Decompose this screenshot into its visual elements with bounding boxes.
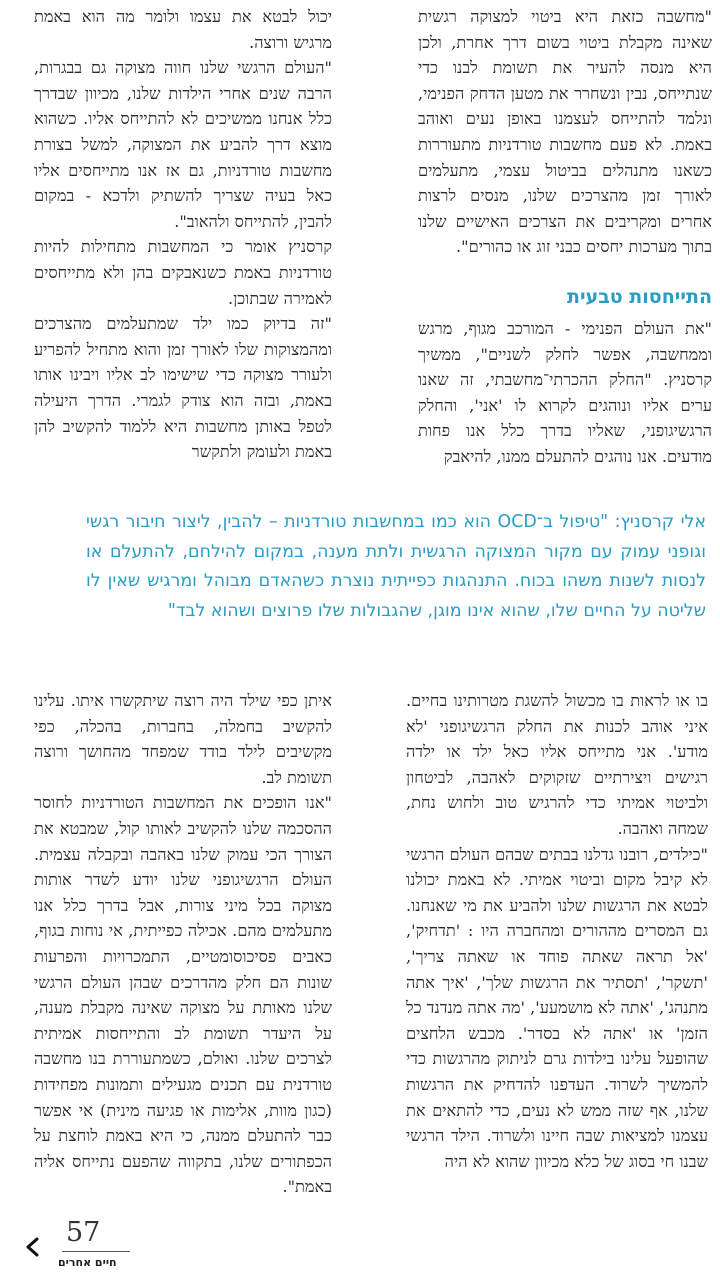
magazine-logo: חיים אחרים — [58, 1256, 117, 1269]
paragraph: "אנו הופכים את המחשבות הטורדניות לחוסר ההסכמה שלנו להקשיב לאותו קול, שמבטא את הצורך הכי עמוק שלנו באהבה ובקבלה עצמית. העולם הרגשיגופני שלנו יודע לשדר אותות מצוקה בכל מיני צורות, אבל בדרך כלל אנו מתעלמים מהם. אכילה כפייתית, אי נוחות בגוף, כאבים פסיכוסומטיים, התמכרויות והפרעות שונות הם חלק מהדרכים שבהן העולם הרגשי שלנו מאותת על מצוקה שאינה מקבלת מענה, על היעדר תשומת לב והתייחסות אמיתית לצרכים שלנו. ואולם, כשמתעוררת בנו מחשבה טורדנית עם תכנים מגעילים ותמונות מפחידות (כגון מוות, אלימות או פגיעה מינית) אי אפשר כבר להתעלם ממנה, כי היא באמת לוחצת על הכפתורים שלנו, בתקווה שהפעם נתייחס אליה באמת". — [34, 793, 332, 1197]
paragraph: בו או לראות בו מכשול להשגת מטרותינו בחיים. איני אוהב לכנות את החלק הרגשיגופני 'לא מודע'. אני מתייחס אליו כאל ילד או ילדה רגישים ויצירתיים שזקוקים לאהבה, לביטחון ולביטוי אמיתי כדי להרגיש טוב ולחוש נחת, שמחה ואהבה. — [406, 691, 708, 838]
article-column-left-bottom — [34, 688, 332, 1200]
divider — [62, 1251, 130, 1252]
chevron-left-icon[interactable] — [22, 1236, 44, 1258]
pull-quote: אלי קרסניץ: "טיפול ב־OCD הוא כמו במחשבות טורדניות – להבין, ליצור חיבור רגשי וגופני עמוק עם מקור המצוקה הרגשית ולתת מענה, במקום להילחם, להתעלם או לנסות לשנות משהו בכוח. התנהגות כפייתית נוצרת כשהאדם מבוהל ומרגיש שאין לו שליטה על החיים שלו, שהוא אינו מוגן, שהגבולות שלו פרוצים ושהוא לבד" — [86, 512, 706, 621]
paragraph: "כילדים, רובנו גדלנו בבתים שבהם העולם הרגשי לא קיבל מקום וביטוי אמיתי. לא באמת יכולנו לבטא את הרגשות שלנו ולהביע את מי שאנחנו. גם המסרים מההורים ומהחברה היו : 'תדחיק', 'אל תראה שאתה פוחד או שאתה צריך', 'תשקר', 'תסתיר את הרגשות שלך', 'איך אתה מתנהג', 'אתה לא מושמעע', 'מה אתה מנדנד כל הזמן' או 'אתה לא בסדר'. מכבש הלחצים שהופעל עלינו בילדות גרם לניתוק מהרגשות כדי להמשיך לשרוד. העדפנו להדחיק את הרגשות שלנו, אף שזה ממש לא נעים, כדי להתאים את עצמנו למציאות שבה חיינו ולשרוד. הילד הרגשי שבנו חי בסוג של כלא מכיוון שהוא לא היה — [406, 844, 708, 1171]
paragraph: "זה בדיוק כמו ילד שמתעלמים מהצרכים ומהמצוקות שלו לאורך זמן והוא מתחיל להפריע ולעורר מצוקה כדי שישימו לב אליו ויבינו אותו באמת, ובזה הוא צודק לגמרי. הדרך היעילה לטפל באותן מחשבות היא ללמוד להקשיב להן באמת ולעומק ולתקשר — [34, 314, 332, 462]
paragraph: "מחשבה כזאת היא ביטוי למצוקה רגשית שאינה מקבלת ביטוי בשום דרך אחרת, ולכן היא מנסה להעיר את תשומת לבנו כדי שנתייחס, נבין ונשחרר את מטען הדחק הפנימי, ונלמד להתייחס לעצמנו באופן נעים ואוהב באמת. לא פעם מחשבות טורדניות מתעוררות כשאנו מתנהלים בביטול עצמי, מתעלמים לאורך זמן מהצרכים שלנו, מנסים לרצות אחרים ומקריבים את הצרכים האישיים שלנו בתוך מערכות יחסים כבני זוג או כהורים". — [418, 7, 712, 257]
article-column-right-top — [418, 4, 712, 470]
paragraph: יכול לבטא את עצמו ולומר מה הוא באמת מרגיש ורוצה. — [34, 7, 332, 52]
paragraph: "העולם הרגשי שלנו חווה מצוקה גם בבגרות, הרבה שנים אחרי הילדות שלנו, מכיוון שבדרך כלל אנחנו ממשיכים לא להתייחס אליו. כשהוא מוצא דרך להביע את המצוקה, למשל בצורת מחשבות טורדניות, גם אז אנו מתייחסים אליו כאל בעיה שצריך להשתיק ולדכא - במקום להבין, להתייחס ולהאוב". — [34, 58, 332, 231]
article-column-right-bottom — [406, 688, 708, 1174]
article-column-left-top — [34, 4, 332, 465]
paragraph: איתן כפי שילד היה רוצה שיתקשרו איתו. עלינו להקשיב בחמלה, בחברות, בהכלה, כפי מקשיבים לילד בודד שמפחד מהחושך ורוצה תשומת לב. — [34, 691, 332, 787]
paragraph: "את העולם הפנימי - המורכב מגוף, מרגש וממחשבה, אפשר לחלק לשניים", ממשיך קרסניץ. "החלק ההכרתי־מחשבתי, זה שאנו ערים אליו ונוהגים לקרוא לו 'אני', והחלק הרגשיגופני, שאליו בדרך כלל אנו פחות מודעים. אנו נוהגים להתעלם ממנו, להיאבק — [418, 318, 712, 466]
page-number: 57 — [66, 1217, 101, 1248]
section-subheading: התייחסות טבעית — [566, 285, 712, 308]
paragraph: קרסניץ אומר כי המחשבות מתחילות להיות טורדניות באמת כשנאבקים בהן ולא מתייחסים לאמירה שבתוכן. — [34, 237, 332, 308]
page-footer — [14, 1218, 154, 1274]
